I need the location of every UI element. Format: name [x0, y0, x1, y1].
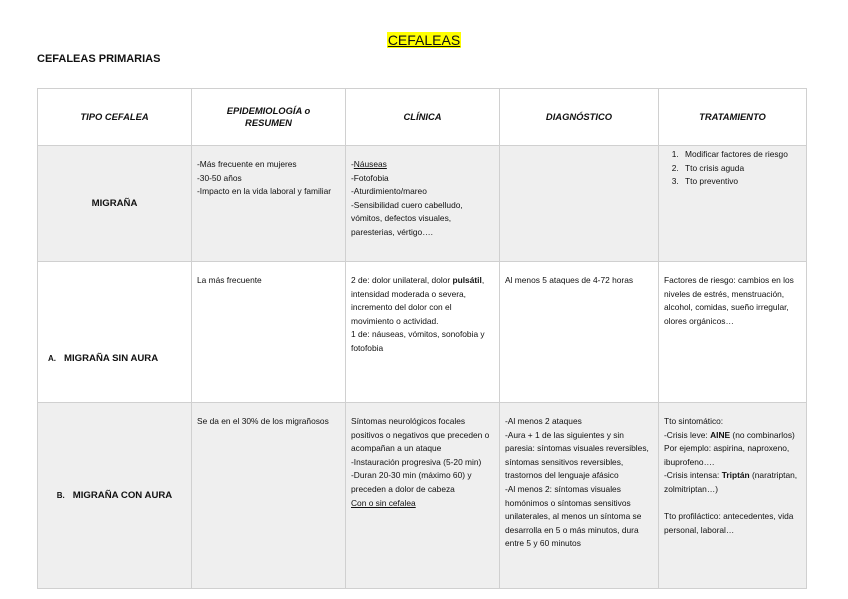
- header-tipo: TIPO CEFALEA: [38, 89, 192, 146]
- spacer: [664, 497, 801, 511]
- table-row-con-aura: [38, 403, 807, 589]
- cell-tratamiento-con-aura: [659, 403, 807, 589]
- cell-clinica-sin-aura: [346, 262, 500, 403]
- cell-diagnostico-migrana: [500, 146, 659, 262]
- text-line: (naratriptan, zolmitriptan…): [664, 470, 798, 494]
- text-line: -Aturdimiento/mareo: [351, 186, 427, 197]
- text-line: , intensidad moderada o severa, incremento del dolor con el movimiento o actividad.: [351, 275, 485, 326]
- triptan-bold: Triptán: [721, 470, 750, 481]
- cell-epidemiologia-migrana: [192, 146, 346, 262]
- text-line: Tto profiláctico: antecedentes, vida personal, laboral…: [664, 511, 794, 535]
- cell-tratamiento-migrana: [659, 146, 807, 262]
- cell-clinica-con-aura: [346, 403, 500, 589]
- text-line: -Impacto en la vida laboral y familiar: [197, 186, 332, 197]
- list-item: 2. Tto crisis aguda: [681, 162, 801, 176]
- cell-tratamiento-sin-aura: Factores de riesgo: cambios en los niveles de estrés, menstruación, alcohol, comidas, sueño irregular, olores orgánicos…: [659, 262, 807, 403]
- table-row-sin-aura: [38, 262, 807, 403]
- text-line: [351, 158, 494, 172]
- pulsatil-bold: pulsátil: [452, 275, 482, 285]
- table-row-migrana: [38, 146, 807, 262]
- text-line: -Al menos 2 ataques: [505, 416, 582, 426]
- cell-diagnostico-sin-aura: Al menos 5 ataques de 4-72 horas: [500, 262, 659, 403]
- text-line: Síntomas neurológicos focales positivos o negativos que preceden o acompañan a un ataque: [351, 416, 490, 454]
- list-marker: A.: [48, 354, 56, 363]
- text-line: -Crisis leve:: [664, 429, 711, 440]
- list-marker: B.: [56, 490, 65, 500]
- text-line: [664, 469, 801, 496]
- nauseas-underlined: Náuseas: [353, 159, 387, 169]
- text-line: -: [351, 159, 354, 169]
- text-paragraph: [351, 274, 494, 328]
- text-line: -Más frecuente en mujeres: [197, 159, 297, 169]
- text-paragraph: 1 de: náuseas, vómitos, sonofobia y fotofobia: [351, 329, 485, 353]
- text-line: Tto sintomático:: [664, 416, 724, 426]
- cell-diagnostico-con-aura: [500, 403, 659, 589]
- cell-epidemiologia-sin-aura: La más frecuente: [192, 262, 346, 403]
- text-line: -Aura + 1 de las siguientes y sin paresia: síntomas visuales reversibles, síntomas sensitivos reversibles, trastornos del lenguaje afásico: [505, 429, 649, 481]
- con-o-sin-cefalea: Con o sin cefalea: [351, 497, 416, 508]
- tipo-label: MIGRAÑA SIN AURA: [64, 353, 159, 364]
- cell-tipo-migrana: MIGRAÑA: [38, 146, 192, 262]
- numbered-list: [664, 148, 801, 189]
- text-line: [664, 429, 801, 443]
- header-epidemiologia: EPIDEMIOLOGÍA o RESUMEN: [192, 89, 346, 146]
- aine-bold: AINE: [710, 429, 731, 440]
- header-clinica: CLÍNICA: [346, 89, 500, 146]
- text-line: Por ejemplo: aspirina, naproxeno, ibuprofeno….: [664, 443, 790, 467]
- cell-tipo-sin-aura: [38, 262, 192, 403]
- tipo-label: MIGRAÑA CON AURA: [72, 489, 173, 501]
- text-line: -Duran 20-30 min (máximo 60) y preceden a dolor de cabeza: [351, 470, 472, 494]
- cell-epidemiologia-con-aura: Se da en el 30% de los migrañosos: [192, 403, 346, 589]
- list-item: 3. Tto preventivo: [681, 175, 801, 189]
- text-line: -Fotofobia: [351, 172, 389, 183]
- text-line: -Sensibilidad cuero cabelludo, vómitos, defectos visuales, paresterias, vértigo….: [351, 199, 463, 237]
- text-line: (no combinarlos): [730, 429, 795, 440]
- document-title: CEFALEAS: [387, 32, 461, 48]
- header-tratamiento: TRATAMIENTO: [659, 89, 807, 146]
- text-line: -30-50 años: [197, 172, 242, 183]
- header-diagnostico: DIAGNÓSTICO: [500, 89, 659, 146]
- text-line: -Al menos 2: síntomas visuales homónimos o síntomas sensitivos unilaterales, al menos un síntoma se desarrolla en 5 o más minutos, dura entre 5 y 60 minutos: [505, 483, 642, 549]
- text-line: 2 de: dolor unilateral, dolor: [351, 275, 453, 285]
- text-line: -Instauración progresiva (5-20 min): [351, 456, 482, 467]
- cefaleas-table: [37, 88, 807, 589]
- text-line: -Crisis intensa:: [664, 470, 722, 481]
- section-title: CEFALEAS PRIMARIAS: [37, 53, 161, 65]
- cell-tipo-con-aura: [38, 403, 192, 589]
- cell-clinica-migrana: [346, 146, 500, 262]
- list-item: 1. Modificar factores de riesgo: [681, 148, 801, 162]
- header-row: [38, 89, 807, 146]
